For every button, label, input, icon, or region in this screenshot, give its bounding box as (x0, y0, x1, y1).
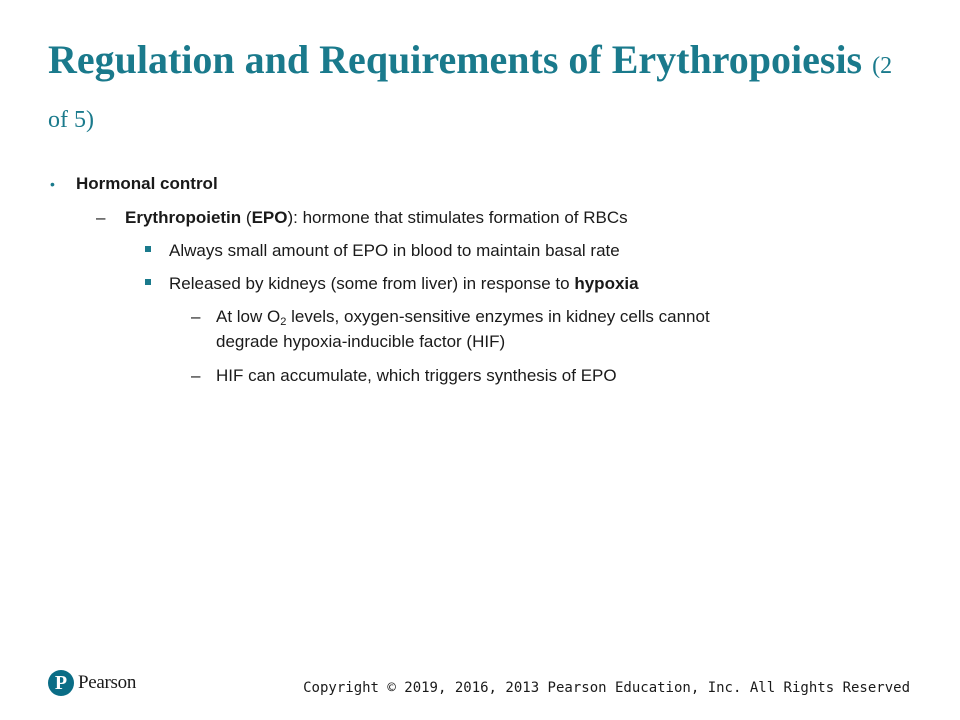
low-o2-text-a: At low O (216, 307, 281, 326)
sub-sub-bullet-basal (169, 239, 620, 263)
dash-bullet-icon: – (191, 366, 201, 385)
epo-term: Erythropoietin (125, 208, 242, 227)
low-o2-text-b: levels, oxygen-sensitive enzymes in kidney cells cannot (286, 307, 710, 326)
bullet-dot-icon: • (50, 176, 55, 192)
level4-low-o2-continued (216, 330, 505, 354)
hif-accumulate-text: HIF can accumulate, which triggers synthesis of EPO (216, 366, 617, 385)
copyright-notice: Copyright © 2019, 2016, 2013 Pearson Education, Inc. All Rights Reserved (303, 680, 910, 696)
bullet-hormonal-control (76, 172, 218, 196)
hypoxia-term: hypoxia (574, 274, 639, 293)
sub-sub-bullet-kidneys (169, 272, 639, 296)
dash-bullet-icon: – (96, 208, 106, 227)
epo-paren-open: ( (245, 208, 252, 227)
square-bullet-icon (145, 246, 151, 252)
sub-bullet-epo (125, 206, 628, 230)
title-page-indicator: (2 of 5) (48, 53, 893, 133)
hif-degrade-text: degrade hypoxia-inducible factor (HIF) (216, 332, 506, 351)
pearson-logo (48, 670, 136, 696)
basal-rate-text: Always small amount of EPO in blood to maintain basal rate (169, 241, 620, 260)
square-bullet-icon (145, 279, 151, 285)
pearson-wordmark: Pearson (78, 672, 137, 693)
dash-bullet-icon: – (191, 307, 201, 326)
epo-abbr: EPO (251, 208, 288, 227)
bullet-hormonal-control-text: Hormonal control (76, 174, 218, 193)
level4-hif-accumulate (216, 364, 617, 388)
title-main: Regulation and Requirements of Erythropoiesis (48, 37, 863, 82)
kidneys-text: Released by kidneys (some from liver) in response to (169, 274, 575, 293)
epo-description: ): hormone that stimulates formation of RBCs (287, 208, 628, 227)
pearson-logo-icon: P (48, 670, 74, 696)
o2-subscript: 2 (280, 316, 287, 328)
level4-low-o2 (216, 305, 710, 329)
